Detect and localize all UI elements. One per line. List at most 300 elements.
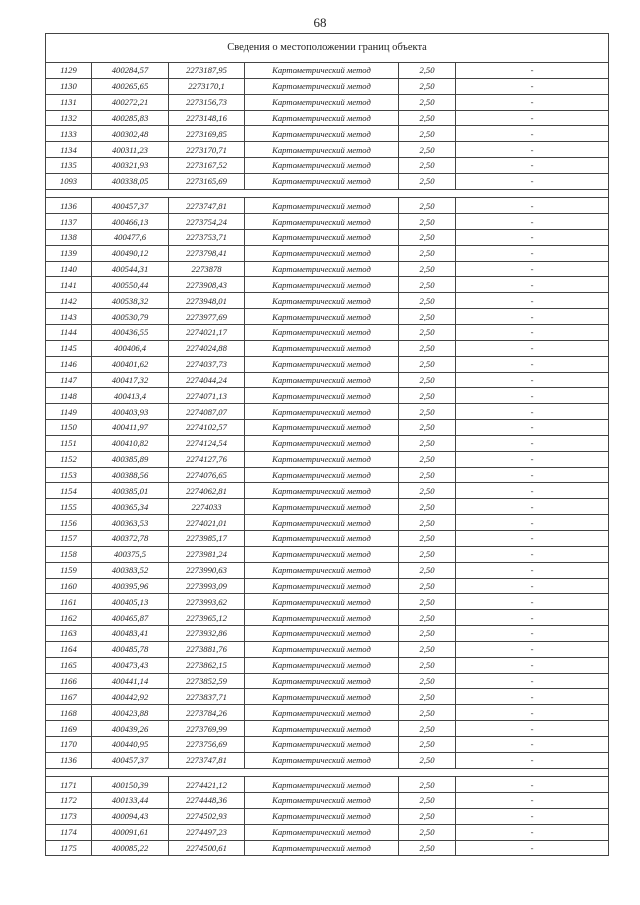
description-cell: -: [456, 340, 609, 356]
table-body: [46, 63, 609, 856]
precision-cell: 2,50: [399, 94, 456, 110]
table-row: [46, 530, 609, 546]
point-number-cell: 1159: [46, 562, 92, 578]
y-coordinate-cell: 2273747,81: [169, 752, 245, 768]
description-cell: -: [456, 673, 609, 689]
x-coordinate-cell: 400401,62: [92, 356, 169, 372]
y-coordinate-cell: 2274087,07: [169, 404, 245, 420]
method-cell: Картометрический метод: [245, 594, 399, 610]
table-row: [46, 356, 609, 372]
description-cell: -: [456, 158, 609, 174]
point-number-cell: 1175: [46, 840, 92, 856]
point-number-cell: 1171: [46, 777, 92, 793]
x-coordinate-cell: 400375,5: [92, 546, 169, 562]
y-coordinate-cell: 2273165,69: [169, 173, 245, 189]
precision-cell: 2,50: [399, 325, 456, 341]
precision-cell: 2,50: [399, 705, 456, 721]
precision-cell: 2,50: [399, 340, 456, 356]
method-cell: Картометрический метод: [245, 626, 399, 642]
x-coordinate-cell: 400530,79: [92, 309, 169, 325]
method-cell: Картометрический метод: [245, 261, 399, 277]
page-number: 68: [313, 15, 327, 30]
y-coordinate-cell: 2273993,09: [169, 578, 245, 594]
method-cell: Картометрический метод: [245, 63, 399, 79]
precision-cell: 2,50: [399, 736, 456, 752]
x-coordinate-cell: 400085,22: [92, 840, 169, 856]
y-coordinate-cell: 2273798,41: [169, 245, 245, 261]
table-row: [46, 110, 609, 126]
method-cell: Картометрический метод: [245, 214, 399, 230]
description-cell: -: [456, 435, 609, 451]
precision-cell: 2,50: [399, 673, 456, 689]
point-number-cell: 1133: [46, 126, 92, 142]
description-cell: -: [456, 325, 609, 341]
method-cell: Картометрический метод: [245, 435, 399, 451]
point-number-cell: 1158: [46, 546, 92, 562]
table-row: [46, 229, 609, 245]
y-coordinate-cell: 2274421,12: [169, 777, 245, 793]
point-number-cell: 1162: [46, 610, 92, 626]
table-title: Сведения о местоположении границ объекта: [46, 34, 609, 63]
y-coordinate-cell: 2273753,71: [169, 229, 245, 245]
y-coordinate-cell: 2273981,24: [169, 546, 245, 562]
precision-cell: 2,50: [399, 110, 456, 126]
point-number-cell: 1134: [46, 142, 92, 158]
y-coordinate-cell: 2273852,59: [169, 673, 245, 689]
description-cell: -: [456, 245, 609, 261]
y-coordinate-cell: 2273837,71: [169, 689, 245, 705]
point-number-cell: 1154: [46, 483, 92, 499]
precision-cell: 2,50: [399, 173, 456, 189]
method-cell: Картометрический метод: [245, 736, 399, 752]
x-coordinate-cell: 400265,65: [92, 78, 169, 94]
x-coordinate-cell: 400538,32: [92, 293, 169, 309]
point-number-cell: 1135: [46, 158, 92, 174]
point-number-cell: 1174: [46, 824, 92, 840]
precision-cell: 2,50: [399, 245, 456, 261]
method-cell: Картометрический метод: [245, 420, 399, 436]
precision-cell: 2,50: [399, 641, 456, 657]
x-coordinate-cell: 400417,32: [92, 372, 169, 388]
x-coordinate-cell: 400436,55: [92, 325, 169, 341]
x-coordinate-cell: 400483,41: [92, 626, 169, 642]
table-row: [46, 673, 609, 689]
precision-cell: 2,50: [399, 126, 456, 142]
table-row: [46, 515, 609, 531]
description-cell: -: [456, 142, 609, 158]
description-cell: -: [456, 578, 609, 594]
method-cell: Картометрический метод: [245, 467, 399, 483]
description-cell: -: [456, 63, 609, 79]
table-row: [46, 840, 609, 856]
method-cell: Картометрический метод: [245, 245, 399, 261]
point-number-cell: 1130: [46, 78, 92, 94]
table-row: [46, 198, 609, 214]
precision-cell: 2,50: [399, 515, 456, 531]
table-row: [46, 483, 609, 499]
group-separator: [46, 768, 609, 777]
x-coordinate-cell: 400411,97: [92, 420, 169, 436]
x-coordinate-cell: 400403,93: [92, 404, 169, 420]
precision-cell: 2,50: [399, 777, 456, 793]
table-row: [46, 546, 609, 562]
y-coordinate-cell: 2274033: [169, 499, 245, 515]
y-coordinate-cell: 2273756,69: [169, 736, 245, 752]
description-cell: -: [456, 261, 609, 277]
table-row: [46, 705, 609, 721]
point-number-cell: 1165: [46, 657, 92, 673]
y-coordinate-cell: 2274076,65: [169, 467, 245, 483]
table-row: [46, 736, 609, 752]
table-row: [46, 126, 609, 142]
table-row: [46, 641, 609, 657]
description-cell: -: [456, 657, 609, 673]
y-coordinate-cell: 2273784,26: [169, 705, 245, 721]
y-coordinate-cell: 2273754,24: [169, 214, 245, 230]
description-cell: -: [456, 372, 609, 388]
y-coordinate-cell: 2273156,73: [169, 94, 245, 110]
y-coordinate-cell: 2274497,23: [169, 824, 245, 840]
description-cell: -: [456, 562, 609, 578]
x-coordinate-cell: 400441,14: [92, 673, 169, 689]
precision-cell: 2,50: [399, 435, 456, 451]
method-cell: Картометрический метод: [245, 158, 399, 174]
point-number-cell: 1172: [46, 792, 92, 808]
method-cell: Картометрический метод: [245, 78, 399, 94]
method-cell: Картометрический метод: [245, 562, 399, 578]
y-coordinate-cell: 2273862,15: [169, 657, 245, 673]
description-cell: -: [456, 705, 609, 721]
separator-cell: [46, 189, 609, 198]
x-coordinate-cell: 400485,78: [92, 641, 169, 657]
precision-cell: 2,50: [399, 63, 456, 79]
precision-cell: 2,50: [399, 657, 456, 673]
x-coordinate-cell: 400150,39: [92, 777, 169, 793]
x-coordinate-cell: 400272,21: [92, 94, 169, 110]
table-row: [46, 372, 609, 388]
x-coordinate-cell: 400457,37: [92, 198, 169, 214]
x-coordinate-cell: 400284,57: [92, 63, 169, 79]
description-cell: -: [456, 388, 609, 404]
method-cell: Картометрический метод: [245, 372, 399, 388]
method-cell: Картометрический метод: [245, 198, 399, 214]
description-cell: -: [456, 546, 609, 562]
precision-cell: 2,50: [399, 142, 456, 158]
point-number-cell: 1160: [46, 578, 92, 594]
precision-cell: 2,50: [399, 309, 456, 325]
precision-cell: 2,50: [399, 530, 456, 546]
table-row: [46, 309, 609, 325]
x-coordinate-cell: 400302,48: [92, 126, 169, 142]
point-number-cell: 1145: [46, 340, 92, 356]
table-row: [46, 78, 609, 94]
y-coordinate-cell: 2274127,76: [169, 451, 245, 467]
point-number-cell: 1142: [46, 293, 92, 309]
method-cell: Картометрический метод: [245, 641, 399, 657]
x-coordinate-cell: 400477,6: [92, 229, 169, 245]
y-coordinate-cell: 2274500,61: [169, 840, 245, 856]
method-cell: Картометрический метод: [245, 94, 399, 110]
x-coordinate-cell: 400490,12: [92, 245, 169, 261]
x-coordinate-cell: 400473,43: [92, 657, 169, 673]
method-cell: Картометрический метод: [245, 451, 399, 467]
table-row: [46, 325, 609, 341]
y-coordinate-cell: 2273965,12: [169, 610, 245, 626]
precision-cell: 2,50: [399, 840, 456, 856]
point-number-cell: 1153: [46, 467, 92, 483]
point-number-cell: 1141: [46, 277, 92, 293]
precision-cell: 2,50: [399, 356, 456, 372]
x-coordinate-cell: 400383,52: [92, 562, 169, 578]
precision-cell: 2,50: [399, 721, 456, 737]
point-number-cell: 1157: [46, 530, 92, 546]
x-coordinate-cell: 400388,56: [92, 467, 169, 483]
precision-cell: 2,50: [399, 808, 456, 824]
method-cell: Картометрический метод: [245, 309, 399, 325]
method-cell: Картометрический метод: [245, 824, 399, 840]
precision-cell: 2,50: [399, 578, 456, 594]
description-cell: -: [456, 721, 609, 737]
y-coordinate-cell: 2273881,76: [169, 641, 245, 657]
description-cell: -: [456, 515, 609, 531]
y-coordinate-cell: 2274071,13: [169, 388, 245, 404]
y-coordinate-cell: 2274037,73: [169, 356, 245, 372]
table-row: [46, 721, 609, 737]
point-number-cell: 1140: [46, 261, 92, 277]
description-cell: -: [456, 309, 609, 325]
method-cell: Картометрический метод: [245, 293, 399, 309]
method-cell: Картометрический метод: [245, 277, 399, 293]
precision-cell: 2,50: [399, 483, 456, 499]
method-cell: Картометрический метод: [245, 515, 399, 531]
y-coordinate-cell: 2273169,85: [169, 126, 245, 142]
point-number-cell: 1152: [46, 451, 92, 467]
method-cell: Картометрический метод: [245, 657, 399, 673]
point-number-cell: 1138: [46, 229, 92, 245]
method-cell: Картометрический метод: [245, 808, 399, 824]
point-number-cell: 1129: [46, 63, 92, 79]
y-coordinate-cell: 2274044,24: [169, 372, 245, 388]
method-cell: Картометрический метод: [245, 499, 399, 515]
table-row: [46, 689, 609, 705]
table-row: [46, 594, 609, 610]
method-cell: Картометрический метод: [245, 325, 399, 341]
y-coordinate-cell: 2274021,17: [169, 325, 245, 341]
y-coordinate-cell: 2273170,1: [169, 78, 245, 94]
y-coordinate-cell: 2274024,88: [169, 340, 245, 356]
x-coordinate-cell: 400550,44: [92, 277, 169, 293]
precision-cell: 2,50: [399, 78, 456, 94]
y-coordinate-cell: 2273993,62: [169, 594, 245, 610]
x-coordinate-cell: 400321,93: [92, 158, 169, 174]
description-cell: -: [456, 356, 609, 372]
table-row: [46, 340, 609, 356]
description-cell: -: [456, 840, 609, 856]
method-cell: Картометрический метод: [245, 530, 399, 546]
table-row: [46, 792, 609, 808]
x-coordinate-cell: 400385,01: [92, 483, 169, 499]
table-row: [46, 578, 609, 594]
x-coordinate-cell: 400094,43: [92, 808, 169, 824]
y-coordinate-cell: 2273167,52: [169, 158, 245, 174]
method-cell: Картометрический метод: [245, 777, 399, 793]
point-number-cell: 1170: [46, 736, 92, 752]
description-cell: -: [456, 110, 609, 126]
method-cell: Картометрический метод: [245, 792, 399, 808]
x-coordinate-cell: 400395,96: [92, 578, 169, 594]
description-cell: -: [456, 736, 609, 752]
x-coordinate-cell: 400406,4: [92, 340, 169, 356]
point-number-cell: 1155: [46, 499, 92, 515]
y-coordinate-cell: 2273747,81: [169, 198, 245, 214]
precision-cell: 2,50: [399, 499, 456, 515]
table-row: [46, 752, 609, 768]
description-cell: -: [456, 530, 609, 546]
method-cell: Картометрический метод: [245, 721, 399, 737]
precision-cell: 2,50: [399, 594, 456, 610]
description-cell: -: [456, 610, 609, 626]
y-coordinate-cell: 2273878: [169, 261, 245, 277]
description-cell: -: [456, 229, 609, 245]
point-number-cell: 1169: [46, 721, 92, 737]
point-number-cell: 1139: [46, 245, 92, 261]
precision-cell: 2,50: [399, 158, 456, 174]
description-cell: -: [456, 626, 609, 642]
table-row: [46, 626, 609, 642]
x-coordinate-cell: 400372,78: [92, 530, 169, 546]
y-coordinate-cell: 2274124,54: [169, 435, 245, 451]
point-number-cell: 1143: [46, 309, 92, 325]
x-coordinate-cell: 400423,88: [92, 705, 169, 721]
precision-cell: 2,50: [399, 261, 456, 277]
description-cell: -: [456, 792, 609, 808]
table-row: [46, 467, 609, 483]
description-cell: -: [456, 689, 609, 705]
point-number-cell: 1144: [46, 325, 92, 341]
method-cell: Картометрический метод: [245, 142, 399, 158]
precision-cell: 2,50: [399, 404, 456, 420]
x-coordinate-cell: 400338,05: [92, 173, 169, 189]
x-coordinate-cell: 400091,61: [92, 824, 169, 840]
table-row: [46, 388, 609, 404]
description-cell: -: [456, 824, 609, 840]
description-cell: -: [456, 293, 609, 309]
method-cell: Картометрический метод: [245, 610, 399, 626]
description-cell: -: [456, 126, 609, 142]
x-coordinate-cell: 400466,13: [92, 214, 169, 230]
point-number-cell: 1167: [46, 689, 92, 705]
precision-cell: 2,50: [399, 451, 456, 467]
point-number-cell: 1136: [46, 752, 92, 768]
table-row: [46, 404, 609, 420]
x-coordinate-cell: 400365,34: [92, 499, 169, 515]
precision-cell: 2,50: [399, 610, 456, 626]
table-row: [46, 824, 609, 840]
table-row: [46, 610, 609, 626]
point-number-cell: 1132: [46, 110, 92, 126]
y-coordinate-cell: 2274448,36: [169, 792, 245, 808]
table-row: [46, 562, 609, 578]
table-row: [46, 435, 609, 451]
table-row: [46, 808, 609, 824]
y-coordinate-cell: 2273148,16: [169, 110, 245, 126]
point-number-cell: 1147: [46, 372, 92, 388]
table-row: [46, 142, 609, 158]
description-cell: -: [456, 198, 609, 214]
x-coordinate-cell: 400544,31: [92, 261, 169, 277]
precision-cell: 2,50: [399, 420, 456, 436]
group-separator: [46, 189, 609, 198]
y-coordinate-cell: 2273932,86: [169, 626, 245, 642]
description-cell: -: [456, 451, 609, 467]
method-cell: Картометрический метод: [245, 229, 399, 245]
x-coordinate-cell: 400311,23: [92, 142, 169, 158]
y-coordinate-cell: 2273977,69: [169, 309, 245, 325]
precision-cell: 2,50: [399, 792, 456, 808]
y-coordinate-cell: 2273948,01: [169, 293, 245, 309]
description-cell: -: [456, 420, 609, 436]
method-cell: Картометрический метод: [245, 173, 399, 189]
y-coordinate-cell: 2273990,63: [169, 562, 245, 578]
description-cell: -: [456, 467, 609, 483]
x-coordinate-cell: 400363,53: [92, 515, 169, 531]
method-cell: Картометрический метод: [245, 356, 399, 372]
table-row: [46, 293, 609, 309]
description-cell: -: [456, 777, 609, 793]
y-coordinate-cell: 2273908,43: [169, 277, 245, 293]
point-number-cell: 1146: [46, 356, 92, 372]
y-coordinate-cell: 2274021,01: [169, 515, 245, 531]
method-cell: Картометрический метод: [245, 673, 399, 689]
point-number-cell: 1149: [46, 404, 92, 420]
table-row: [46, 245, 609, 261]
description-cell: -: [456, 752, 609, 768]
x-coordinate-cell: 400439,26: [92, 721, 169, 737]
point-number-cell: 1131: [46, 94, 92, 110]
x-coordinate-cell: 400410,82: [92, 435, 169, 451]
method-cell: Картометрический метод: [245, 546, 399, 562]
method-cell: Картометрический метод: [245, 752, 399, 768]
y-coordinate-cell: 2274102,57: [169, 420, 245, 436]
method-cell: Картометрический метод: [245, 578, 399, 594]
description-cell: -: [456, 499, 609, 515]
x-coordinate-cell: 400133,44: [92, 792, 169, 808]
table-row: [46, 499, 609, 515]
table-row: [46, 451, 609, 467]
precision-cell: 2,50: [399, 626, 456, 642]
table-row: [46, 261, 609, 277]
point-number-cell: 1093: [46, 173, 92, 189]
x-coordinate-cell: 400405,13: [92, 594, 169, 610]
method-cell: Картометрический метод: [245, 388, 399, 404]
method-cell: Картометрический метод: [245, 110, 399, 126]
description-cell: -: [456, 483, 609, 499]
precision-cell: 2,50: [399, 277, 456, 293]
table-row: [46, 173, 609, 189]
description-cell: -: [456, 404, 609, 420]
point-number-cell: 1163: [46, 626, 92, 642]
method-cell: Картометрический метод: [245, 340, 399, 356]
point-number-cell: 1151: [46, 435, 92, 451]
precision-cell: 2,50: [399, 372, 456, 388]
description-cell: -: [456, 808, 609, 824]
point-number-cell: 1164: [46, 641, 92, 657]
x-coordinate-cell: 400457,37: [92, 752, 169, 768]
point-number-cell: 1168: [46, 705, 92, 721]
separator-cell: [46, 768, 609, 777]
point-number-cell: 1161: [46, 594, 92, 610]
y-coordinate-cell: 2273769,99: [169, 721, 245, 737]
